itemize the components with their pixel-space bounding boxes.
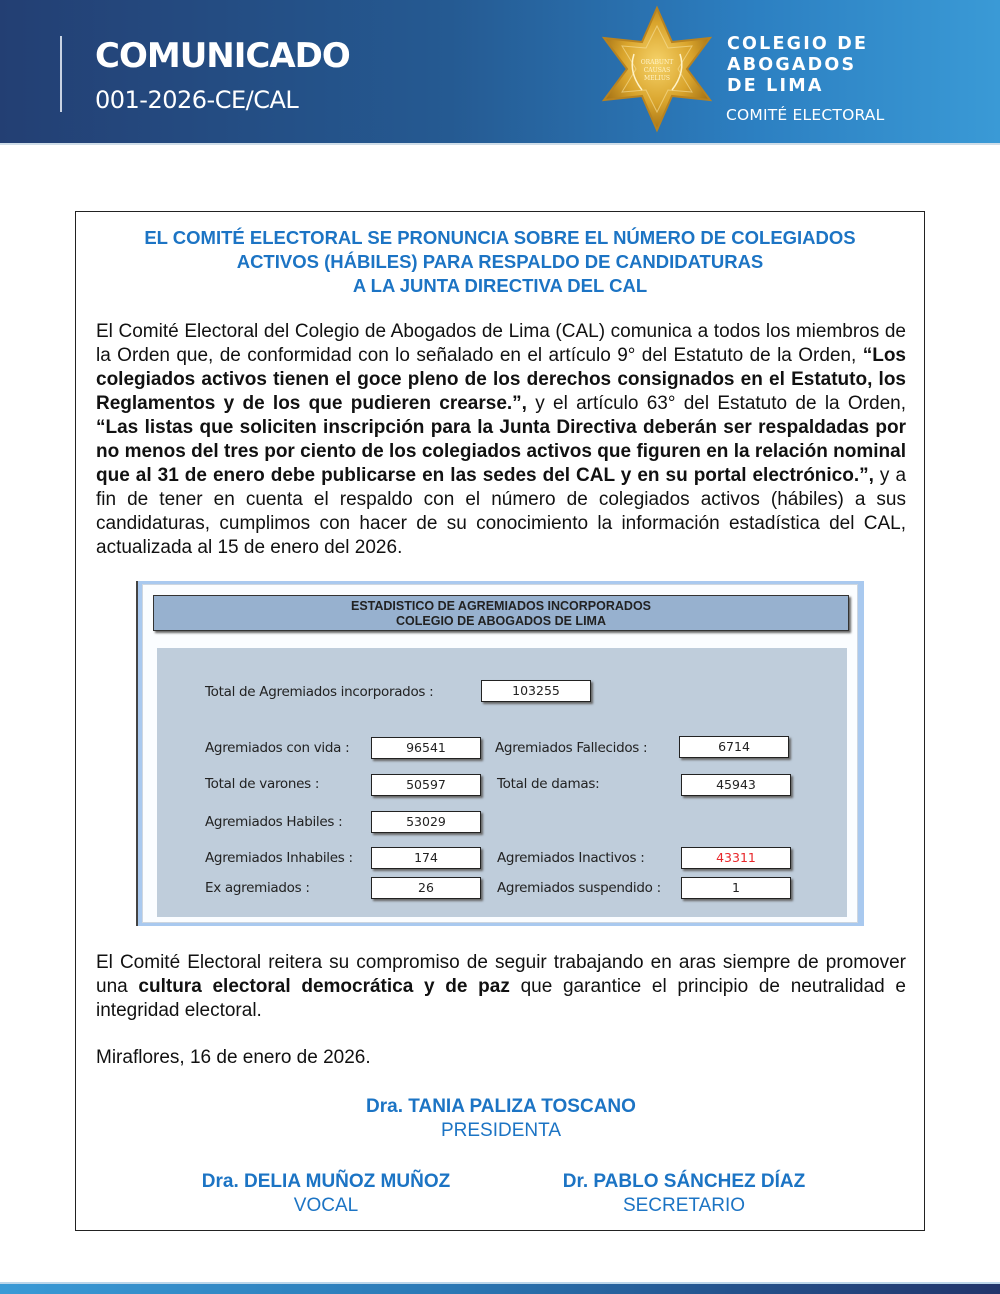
signature-vocal: Dra. DELIA MUÑOZ MUÑOZ VOCAL [201,1171,451,1216]
closing-paragraph: El Comité Electoral reitera su compromiso de seguir trabajando en aras siempre de promover una cultura electoral democrática y de paz que garantice el principio de neutralidad e integridad electoral. [96,952,906,1021]
suspended-members-label: Agremiados suspendido : [497,880,661,896]
signature-secretary: Dr. PABLO SÁNCHEZ DÍAZ SECRETARIO [562,1171,806,1216]
ineligible-members-label: Agremiados Inhabiles : [205,850,353,866]
female-total-value: 45943 [681,774,791,796]
communique-box [75,211,925,1231]
svg-text:CAUSAS: CAUSAS [643,67,671,74]
header-underline [0,143,1000,145]
alive-members-label: Agremiados con vida : [205,740,350,756]
svg-text:MELIUS: MELIUS [643,75,671,82]
alive-members-value: 96541 [371,737,481,759]
suspended-members-value: 1 [681,877,791,899]
organization-name: COLEGIO DE ABOGADOS DE LIMA [727,34,869,96]
inactive-members-label: Agremiados Inactivos : [497,850,645,866]
header-banner [0,0,1000,143]
organization-subtitle: COMITÉ ELECTORAL [726,106,885,124]
statistics-panel [136,581,864,926]
statistics-header: ESTADISTICO DE AGREMIADOS INCORPORADOS COLEGIO DE ABOGADOS DE LIMA [153,595,849,631]
article-9-quote: “Los colegiados activos tienen el goce pleno de los derechos consignados en el Estatuto, los Reglamentos y de los que pudieren crearse.”, [96,345,906,414]
place-and-date: Miraflores, 16 de enero de 2026. [96,1047,371,1068]
document-code: 001-2026-CE/CAL [95,86,299,114]
page-title: COMUNICADO [95,36,350,76]
statistics-body [157,648,847,917]
inactive-members-value: 43311 [681,847,791,869]
total-incorporated-label: Total de Agremiados incorporados : [205,684,434,700]
deceased-members-label: Agremiados Fallecidos : [495,740,648,756]
male-total-value: 50597 [371,774,481,796]
article-63-quote: “Las listas que soliciten inscripción para la Junta Directiva deberán ser respaldadas por no menos del tres por ciento de los colegiados activos que figuren en la relación nominal que al 31 de enero debe publicarse en las sedes del CAL y en su portal electrónico.”, [96,417,906,486]
svg-text:ORABUNT: ORABUNT [640,59,674,66]
former-members-value: 26 [371,877,481,899]
deceased-members-value: 6714 [679,736,789,758]
eligible-members-value: 53029 [371,811,481,833]
signature-president: Dra. TANIA PALIZA TOSCANO PRESIDENTA [366,1096,636,1141]
intro-paragraph: El Comité Electoral del Colegio de Abogados de Lima (CAL) comunica a todos los miembros de la Orden que, de conformidad con lo señalado en el artículo 9° del Estatuto de la Orden, “Los colegiados activos tienen el goce pleno de los derechos consignados en el Estatuto, los Reglamentos y de los que pudieren crearse.”, y el artículo 63° del Estatuto de la Orden, “Las listas que soliciten inscripción para la Junta Directiva deberán ser respaldadas por no menos del tres por ciento de los colegiados activos que figuren en la relación nominal que al 31 de enero debe publicarse en las sedes del CAL y en su portal electrónico.”, y a fin de tener en cuenta el respaldo con el número de colegiados activos (hábiles) a sus candidaturas, cumplimos con hacer de su conocimiento la información estadística del CAL, actualizada al 15 de enero del 2026. [96,321,907,558]
header-divider [60,36,62,112]
former-members-label: Ex agremiados : [205,880,310,896]
ineligible-members-value: 174 [371,847,481,869]
communique-title: EL COMITÉ ELECTORAL SE PRONUNCIA SOBRE EL NÚMERO DE COLEGIADOS ACTIVOS (HÁBILES) PARA RESPALDO DE CANDIDATURAS A LA JUNTA DIRECTIVA DEL CAL [144,227,856,296]
footer-stripe [0,1284,1000,1294]
eligible-members-label: Agremiados Habiles : [205,814,343,830]
female-total-label: Total de damas: [497,776,600,792]
male-total-label: Total de varones : [205,776,320,792]
star-emblem-icon [592,4,722,134]
total-incorporated-value: 103255 [481,680,591,702]
